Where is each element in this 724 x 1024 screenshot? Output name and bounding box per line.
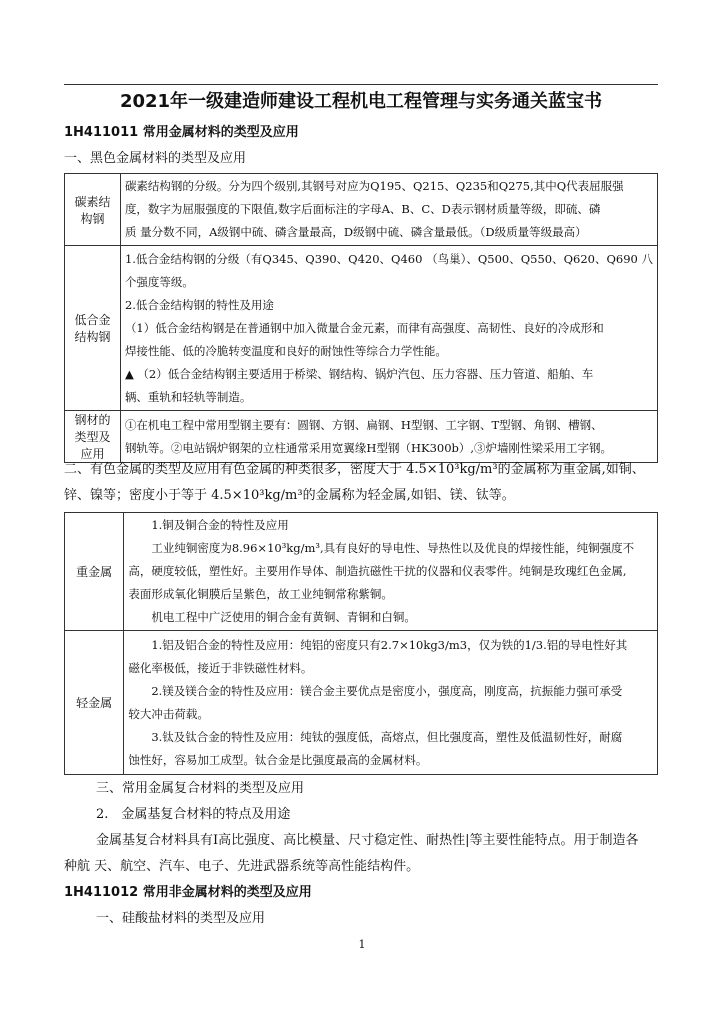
table-line: ①在机电工程中常用型钢主要有：圆钢、方钢、扁钢、H型钢、工字钢、T型钢、角钢、槽钢、 <box>124 417 603 432</box>
row-content <box>120 411 657 463</box>
table-row <box>65 513 658 631</box>
table-line: 蚀性好，容易加工成型。钛合金是比强度最高的金属材料。 <box>128 752 428 767</box>
composites-heading: 三、常用金属复合材料的类型及应用 <box>96 781 305 796</box>
row-label-line: 应用 <box>80 447 105 461</box>
section-heading-1h411011: 1H411011 常用金属材料的类型及应用 <box>64 125 299 140</box>
table-line: 高，硬度较低，塑性好。主要用作导体、制造抗磁性干扰的仪器和仪表零件。纯铜是玫瑰红色金属, <box>128 564 627 578</box>
row-label: 碳素结构钢 <box>65 174 121 246</box>
row-label: 轻金属 <box>65 631 124 775</box>
table-line: 度，数字为屈服强度的下限值,数字后面标注的字母A、B、C、D表示钢材质量等级，即硫、磷 <box>124 202 601 216</box>
table-line: 磁化率极低，接近于非铁磁性材料。 <box>128 660 313 675</box>
table-line: 3.钛及钛合金的特性及应用：纯钛的强度低，高熔点，但比强度高，塑性及低温韧性好，耐腐 <box>151 729 623 744</box>
nonferrous-intro-line1: 二、有色金属的类型及应用有色金属的种类很多，密度大于 4.5×10³kg/m³的金属称为重金属,如铜、 <box>64 462 645 477</box>
section-heading-1h411012: 1H411012 常用非金属材料的类型及应用 <box>64 885 312 900</box>
table-line: 1.铜及铜合金的特性及应用 <box>151 518 289 532</box>
table-line: 焊接性能、低的冷脆转变温度和良好的耐蚀性等综合力学性能。 <box>124 343 447 358</box>
table-line: 钢轨等。②电站锅炉钢架的立柱通常采用宽翼缘H型钢（HK300b）,③炉墙刚性梁采用工字钢。 <box>124 440 613 455</box>
row-content <box>124 631 658 775</box>
row-label: 低合金结构钢 <box>65 246 121 411</box>
table-line: 2.低合金结构钢的特性及用途 <box>124 297 274 312</box>
row-label-line: 钢材的类型及 <box>74 413 111 444</box>
table-line: 表面形成氧化铜膜后呈紫色，故工业纯铜常称紫铜。 <box>128 587 393 601</box>
ferrous-metals-table <box>64 173 658 463</box>
table-row <box>65 631 658 775</box>
row-content <box>120 246 657 411</box>
row-content <box>120 174 657 246</box>
nonferrous-intro-line2: 锌、镍等；密度小于等于 4.5×10³kg/m³的金属称为轻金属,如铝、镁、钛等。 <box>64 488 515 503</box>
composites-para-line2: 种航 天、航空、汽车、电子、先进武器系统等高性能结构件。 <box>64 859 420 874</box>
table-line: 1.铝及铝合金的特性及应用：纯铝的密度只有2.7×10kg3/m3，仅为铁的1/3.铝的导电性好其 <box>151 637 628 652</box>
table-line: 较大冲击荷载。 <box>128 706 209 721</box>
subheading-ferrous: 一、黑色金属材料的类型及应用 <box>64 151 247 166</box>
page-title: 2021年一级建造师建设工程机电工程管理与实务通关蓝宝书 <box>119 91 603 112</box>
composites-para-line1: 金属基复合材料具有I高比强度、高比模量、尺寸稳定性、耐热性|等主要性能特点。用于制造各 <box>96 833 639 848</box>
table-row <box>65 174 658 246</box>
table-line: 辆、重轨和轻轨等制造。 <box>124 389 252 404</box>
composites-item: 2. 金属基复合材料的特点及用途 <box>96 807 291 822</box>
row-label <box>65 411 121 463</box>
row-label: 重金属 <box>65 513 124 631</box>
table-line: 1.低合金结构钢的分级（有Q345、Q390、Q420、Q460 （鸟巢）、Q500、Q550、Q620、Q690 八 <box>124 251 653 266</box>
row-content <box>124 513 658 631</box>
table-line: 碳素结构钢的分级。分为四个级别,其钢号对应为Q195、Q215、Q235和Q275,其中Q代表屈服强 <box>124 179 624 193</box>
table-line: 2.镁及镁合金的特性及应用：镁合金主要优点是密度小，强度高，刚度高，抗振能力强可承受 <box>151 683 623 698</box>
table-row <box>65 246 658 411</box>
subheading-silicate: 一、硅酸盐材料的类型及应用 <box>96 911 266 926</box>
page-number: 1 <box>358 938 366 951</box>
table-line: 工业纯铜密度为8.96×10³kg/m³,具有良好的导电性、导热性以及优良的焊接性能，纯铜强度不 <box>151 541 635 555</box>
table-line: 个强度等级。 <box>124 274 194 289</box>
table-line: 机电工程中广泛使用的铜合金有黄铜、青铜和白铜。 <box>151 610 416 624</box>
nonferrous-metals-table <box>64 512 658 775</box>
header-rule <box>64 84 658 85</box>
table-line: （1）低合金结构钢是在普通钢中加入微量合金元素，而律有高强度、高韧性、良好的冷成形和 <box>124 320 604 335</box>
table-row <box>65 411 658 463</box>
table-line: ▲ （2）低合金结构钢主要适用于桥梁、钢结构、锅炉汽包、压力容器、压力管道、船舶、车 <box>124 366 594 381</box>
table-line: 质 量分数不同，A级钢中硫、磷含量最高，D级钢中硫、磷含量最低。（D级质量等级最高） <box>124 225 587 239</box>
